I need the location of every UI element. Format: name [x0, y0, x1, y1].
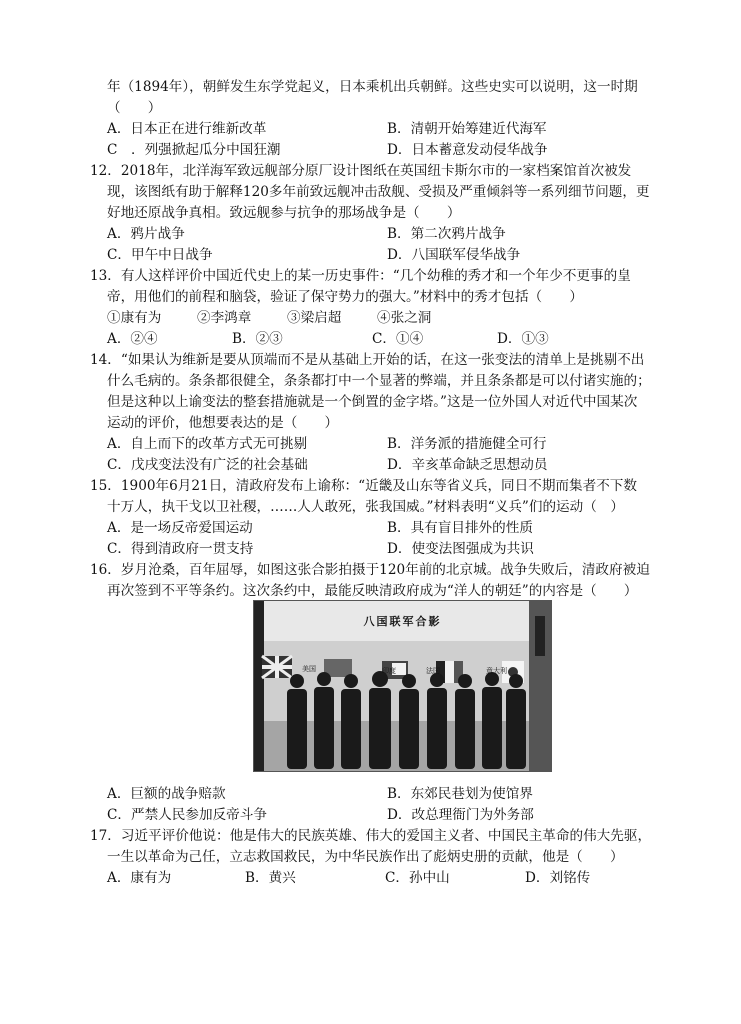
q11-option-d: D．日本蓄意发动侵华战争 [387, 142, 548, 158]
flag-label-france: 法国 [426, 667, 440, 675]
q14-option-d: D．辛亥革命缺乏思想动员 [387, 457, 548, 473]
q14-stem-line-1: 14．“如果认为维新是要从顶端而不是从基础上开始的话，在这一张变法的清单上是挑剔不出 [90, 352, 645, 368]
q13-option-c: C．①④ [372, 331, 424, 347]
flag-label-italy: 意大利 [486, 667, 507, 675]
flag-label-usa: 美国 [302, 665, 316, 673]
q17-option-d: D．刘铭传 [525, 870, 591, 886]
q11-option-c: C ．列强掀起瓜分中国狂潮 [107, 142, 281, 158]
q15-stem-line-2: 十万人，执干戈以卫社稷，……人人敢死，张我国威。”材料表明“义兵”们的运动（ ） [107, 499, 625, 515]
q13-item-2: ②李鸿章 [197, 310, 252, 326]
q13-stem-line-2: 帝，用他们的前程和脑袋，验证了保守势力的强大。”材料中的秀才包括（ ） [107, 289, 583, 305]
q14-stem-line-2: 什么毛病的。条条都很健全，条条都打中一个显著的弊端，并且条条都是可以付诸实施的； [107, 373, 651, 389]
q13-stem-line-1: 13．有人这样评价中国近代史上的某一历史事件：“几个幼稚的秀才和一个年少不更事的皇 [90, 268, 631, 284]
q12-option-d: D．八国联军侵华战争 [387, 247, 521, 263]
q13-option-b: B．②③ [232, 331, 283, 347]
q11-stem-line: 年（1894年），朝鲜发生东学党起义，日本乘机出兵朝鲜。这些史实可以说明，这一时期 [107, 79, 638, 95]
q15-stem-line-1: 15．1900年6月21日，清政府发布上谕称：“近畿及山东等省义兵，同日不期而集者不下数 [90, 478, 637, 494]
q12-option-a: A．鸦片战争 [107, 226, 185, 242]
q15-option-c: C．得到清政府一贯支持 [107, 541, 254, 557]
q14-option-c: C．戊戌变法没有广泛的社会基础 [107, 457, 308, 473]
q13-item-1: ①康有为 [107, 310, 162, 326]
q13-item-4: ④张之洞 [377, 310, 432, 326]
q16-option-a: A．巨额的战争赔款 [107, 786, 226, 802]
q16-option-c: C．严禁人民参加反帝斗争 [107, 807, 267, 823]
q15-option-d: D．使变法图强成为共识 [387, 541, 534, 557]
q11-option-a: A．日本正在进行维新改革 [107, 121, 267, 137]
q12-option-c: C．甲午中日战争 [107, 247, 213, 263]
q17-stem-line-1: 17．习近平评价他说：他是伟大的民族英雄、伟大的爱国主义者、中国民主革命的伟大先驱， [90, 828, 652, 844]
q12-stem-line-3: 好地还原战争真相。致远舰参与抗争的那场战争是（ ） [107, 205, 461, 221]
eight-nation-alliance-photo [253, 600, 552, 772]
q17-option-b: B．黄兴 [245, 870, 296, 886]
q13-option-a: A．②④ [107, 331, 158, 347]
q17-option-c: C．孙中山 [385, 870, 450, 886]
q16-stem-line-1: 16．岁月沧桑，百年屈辱，如图这张合影拍摄于120年前的北京城。战争失败后，清政府被迫 [90, 562, 650, 578]
q12-option-b: B．第二次鸦片战争 [387, 226, 506, 242]
q17-option-a: A．康有为 [107, 870, 172, 886]
q14-option-b: B．洋务派的措施健全可行 [387, 436, 547, 452]
q12-stem-line-2: 现，该图纸有助于解释120多年前致远舰冲击敌舰、受损及严重倾斜等一系列细节问题，更 [107, 184, 650, 200]
q17-stem-line-2: 一生以革命为己任，立志救国救民，为中华民族作出了彪炳史册的贡献，他是（ ） [107, 849, 624, 865]
photo-caption: 八国联军合影 [363, 615, 442, 628]
q15-option-b: B．具有盲目排外的性质 [387, 520, 533, 536]
q16-option-b: B．东郊民巷划为使馆界 [387, 786, 533, 802]
q15-option-a: A．是一场反帝爱国运动 [107, 520, 253, 536]
q11-option-b: B．清朝开始筹建近代海军 [387, 121, 547, 137]
q14-option-a: A．自上而下的改革方式无可挑剔 [107, 436, 308, 452]
q16-option-d: D．改总理衙门为外务部 [387, 807, 534, 823]
q13-item-3: ③梁启超 [287, 310, 342, 326]
q12-stem-line-1: 12．2018年，北洋海军致远舰部分原厂设计图纸在英国纽卡斯尔市的一家档案馆首次被发 [90, 163, 632, 179]
q16-stem-line-2: 再次签到不平等条约。这次条约中，最能反映清政府成为“洋人的朝廷”的内容是（ ） [107, 583, 638, 599]
q13-option-d: D．①③ [497, 331, 549, 347]
q14-stem-line-4: 运动的评价，他想要表达的是（ ） [107, 415, 339, 431]
flag-label-india: 印度 [382, 667, 396, 675]
q14-stem-line-3: 但是这种以上谕变法的整套措施就是一个倒置的金字塔。”这是一位外国人对近代中国某次 [107, 394, 638, 410]
q11-paren: （ ） [107, 100, 162, 116]
